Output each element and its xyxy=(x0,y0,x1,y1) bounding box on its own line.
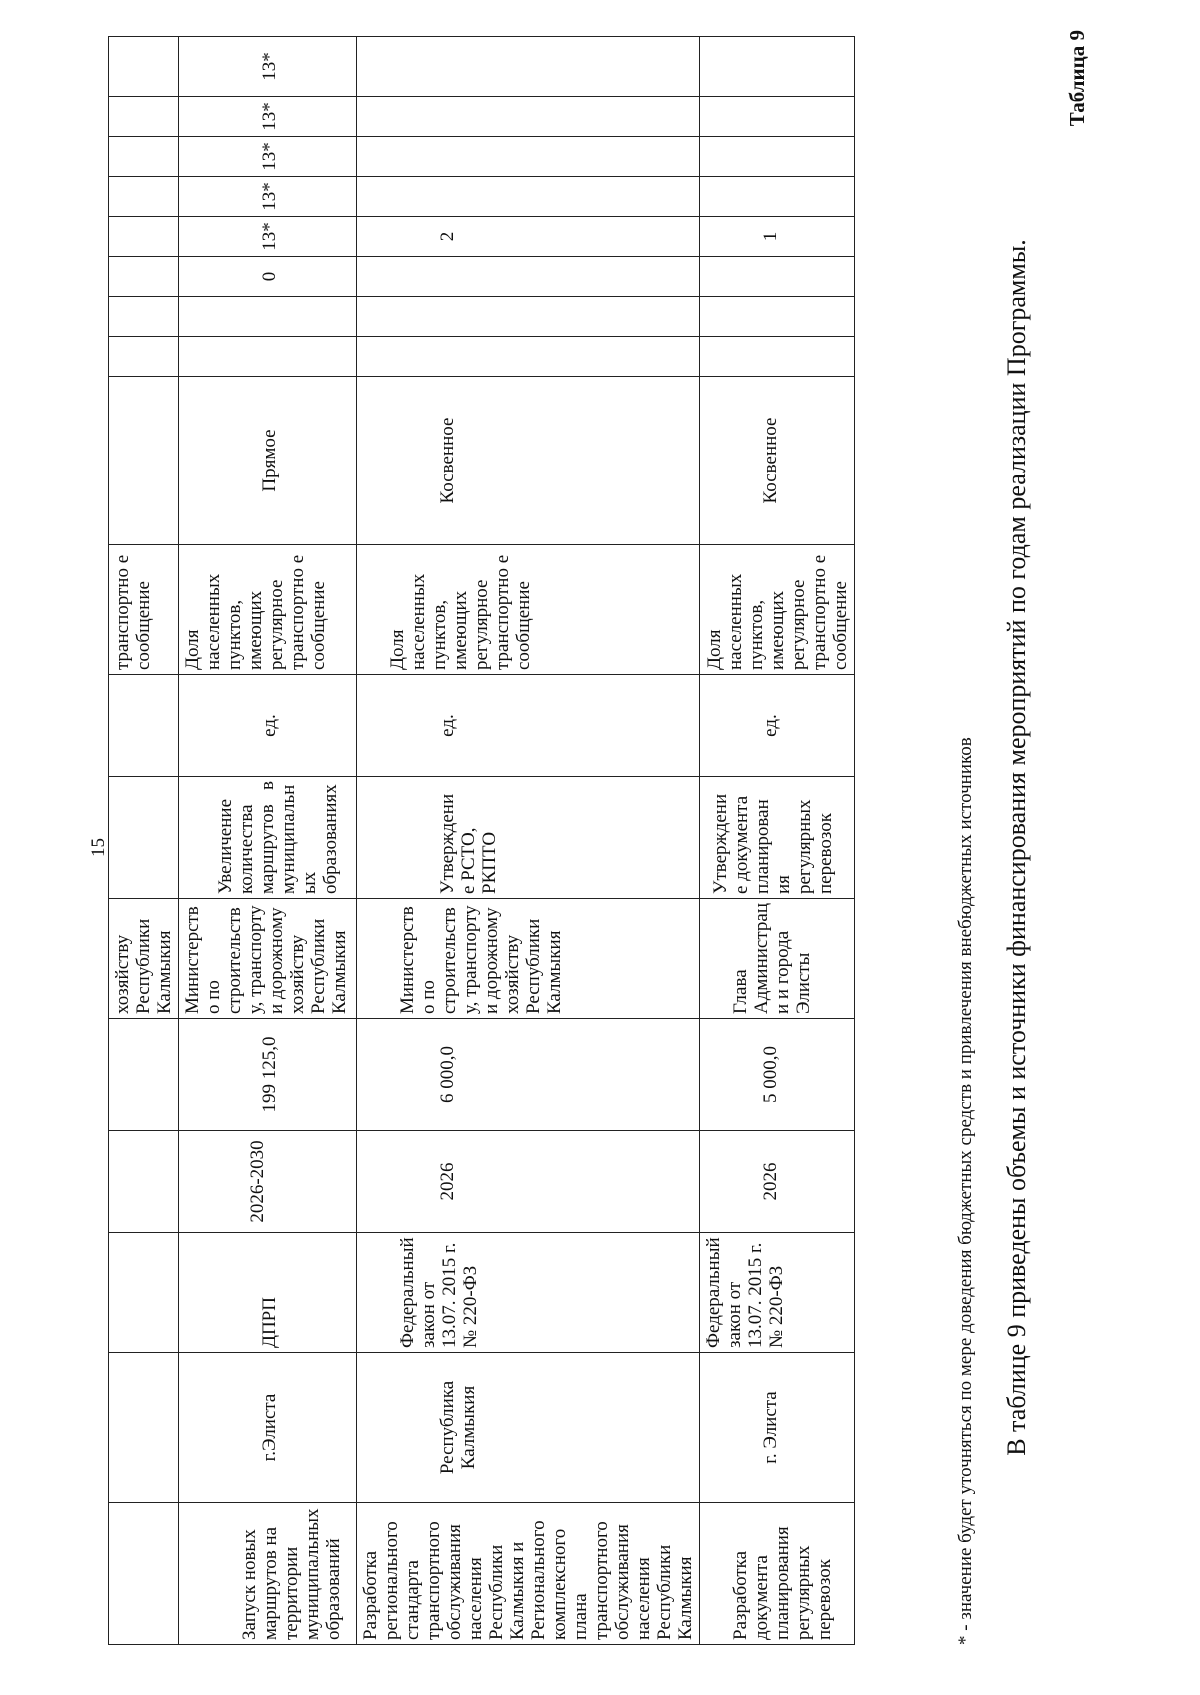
cell-unit: ед. xyxy=(179,675,357,777)
cell-impact: Косвенное xyxy=(700,377,855,545)
cell-value: 2 xyxy=(357,217,700,257)
cell-impact xyxy=(109,377,179,545)
page-number: 15 xyxy=(88,838,109,857)
cell-value xyxy=(700,97,855,137)
cell-executor: Министерство по строительству, транспорту и дорожному хозяйству Республики Калмыкия xyxy=(357,899,700,1019)
cell-value: 0 xyxy=(179,257,357,297)
cell-indicator: Доля населенных пунктов, имеющих регулярное транспортно е сообщение xyxy=(179,545,357,675)
cell-period: 2026 xyxy=(700,1131,855,1233)
cell-amount: 199 125,0 xyxy=(179,1019,357,1131)
cell-value xyxy=(357,97,700,137)
cell-territory: Республика Калмыкия xyxy=(357,1353,700,1503)
caption: В таблице 9 приведены объемы и источники финансирования мероприятий по годам реализации Программы. xyxy=(1002,239,1031,1456)
cell-value xyxy=(700,297,855,337)
cell-result: Утверждени е документа планирован ия регулярных перевозок xyxy=(700,777,855,899)
cell-value xyxy=(109,37,179,97)
cell-value: 13* xyxy=(179,97,357,137)
cell-amount xyxy=(109,1019,179,1131)
table-row xyxy=(179,37,357,1645)
cell-period xyxy=(109,1131,179,1233)
cell-indicator: Доля населенных пунктов, имеющих регулярное транспортно е сообщение xyxy=(700,545,855,675)
cell-basis xyxy=(109,1233,179,1353)
table-row-continuation xyxy=(109,37,179,1645)
cell-value xyxy=(179,337,357,377)
cell-executor: Глава Администраци и города Элисты xyxy=(700,899,855,1019)
cell-value xyxy=(700,177,855,217)
cell-basis: ДПРП xyxy=(179,1233,357,1353)
cell-value xyxy=(109,337,179,377)
events-table xyxy=(108,36,855,1645)
cell-value xyxy=(109,257,179,297)
cell-event: Запуск новых маршрутов на территории муниципальных образований xyxy=(179,1503,357,1645)
cell-basis: Федеральный закон от 13.07. 2015 г. № 220-ФЗ xyxy=(357,1233,700,1353)
cell-value xyxy=(700,257,855,297)
cell-value xyxy=(109,217,179,257)
cell-value xyxy=(700,137,855,177)
cell-indicator: транспортно е сообщение xyxy=(109,545,179,675)
cell-value xyxy=(700,337,855,377)
cell-value xyxy=(357,37,700,97)
cell-event: Разработка документа планирования регулярных перевозок xyxy=(700,1503,855,1645)
cell-event xyxy=(109,1503,179,1645)
cell-amount: 5 000,0 xyxy=(700,1019,855,1131)
cell-value xyxy=(109,297,179,337)
cell-value xyxy=(357,177,700,217)
cell-value xyxy=(357,257,700,297)
cell-impact: Косвенное xyxy=(357,377,700,545)
cell-territory: г.Элиста xyxy=(179,1353,357,1503)
cell-period: 2026 xyxy=(357,1131,700,1233)
cell-value xyxy=(109,97,179,137)
cell-territory xyxy=(109,1353,179,1503)
cell-event: Разработка регионального стандарта транспортного обслуживания населения Республики Калмыкия и Регионального комплексного плана транспортного обслуживания населения Республики Калмыкия xyxy=(357,1503,700,1645)
cell-amount: 6 000,0 xyxy=(357,1019,700,1131)
cell-value: 1 xyxy=(700,217,855,257)
cell-value xyxy=(109,137,179,177)
cell-value xyxy=(700,37,855,97)
cell-executor: хозяйству Республики Калмыкия xyxy=(109,899,179,1019)
cell-result: Увеличение количества маршрутов в муниципальных образованиях xyxy=(179,777,357,899)
table-row xyxy=(700,37,855,1645)
cell-value xyxy=(357,137,700,177)
cell-indicator: Доля населенных пунктов, имеющих регулярное транспортно е сообщение xyxy=(357,545,700,675)
cell-value: 13* xyxy=(179,37,357,97)
cell-result: Утверждени е РСТО, РКПТО xyxy=(357,777,700,899)
cell-value: 13* xyxy=(179,217,357,257)
cell-territory: г. Элиста xyxy=(700,1353,855,1503)
table-row xyxy=(357,37,700,1645)
cell-value xyxy=(179,297,357,337)
cell-value xyxy=(357,297,700,337)
cell-unit: ед. xyxy=(700,675,855,777)
footnote: * - значение будет уточняться по мере доведения бюджетных средств и привлечения внебюджетных источников xyxy=(955,737,976,1645)
cell-unit xyxy=(109,675,179,777)
cell-period: 2026-2030 xyxy=(179,1131,357,1233)
cell-value: 13* xyxy=(179,177,357,217)
cell-impact: Прямое xyxy=(179,377,357,545)
cell-basis: Федеральный закон от 13.07. 2015 г. № 220-ФЗ xyxy=(700,1233,855,1353)
cell-value: 13* xyxy=(179,137,357,177)
cell-value xyxy=(109,177,179,217)
cell-executor: Министерство по строительству, транспорту и дорожному хозяйству Республики Калмыкия xyxy=(179,899,357,1019)
cell-unit: ед. xyxy=(357,675,700,777)
cell-result xyxy=(109,777,179,899)
table-label: Таблица 9 xyxy=(1065,30,1089,127)
cell-value xyxy=(357,337,700,377)
